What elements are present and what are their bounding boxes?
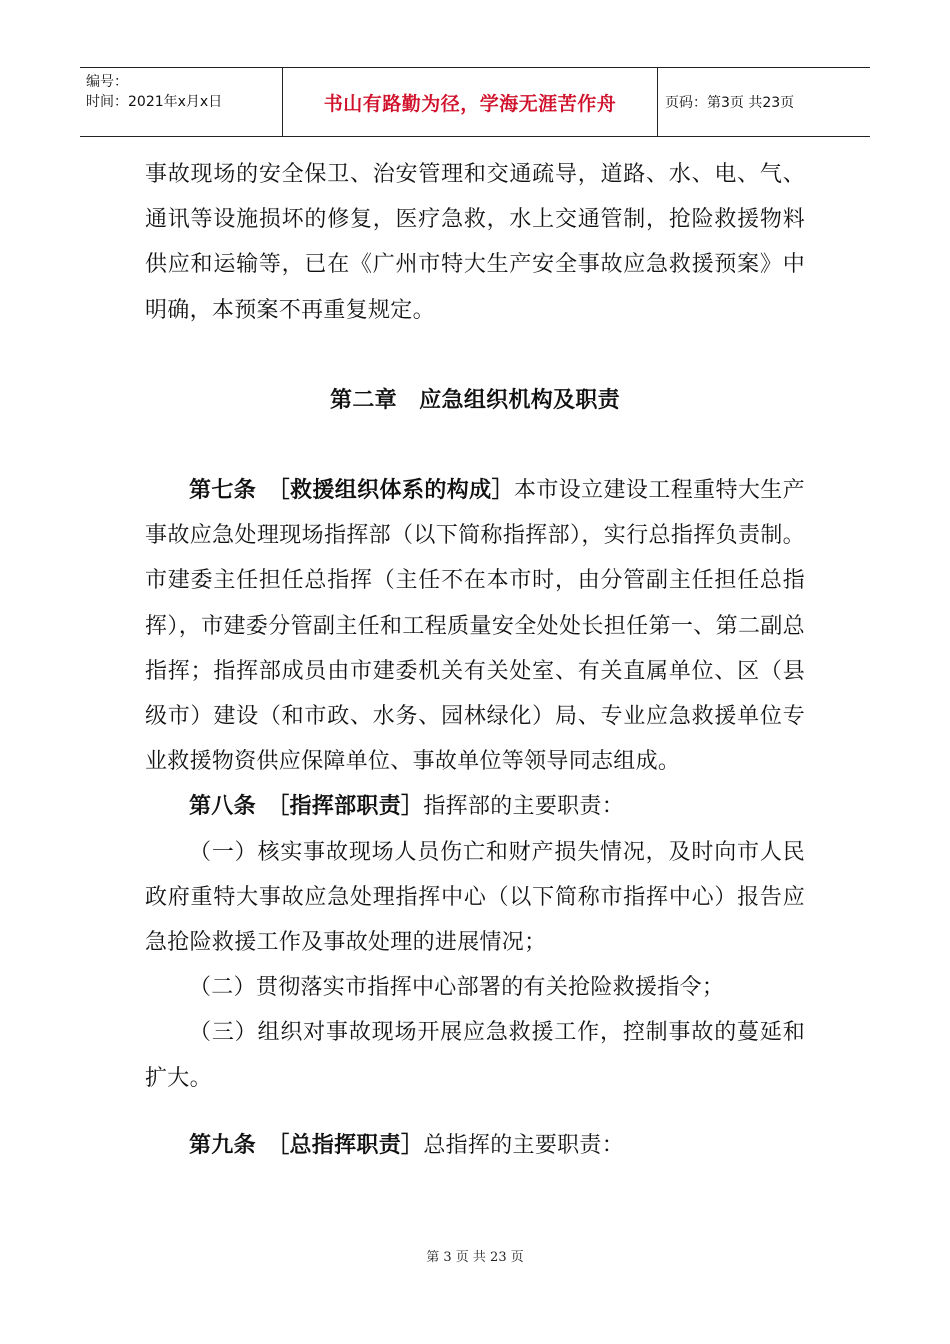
- chapter-title: 第二章 应急组织机构及职责: [330, 387, 620, 413]
- intro-paragraph: 事故现场的安全保卫、治安管理和交通疏导，道路、水、电、气、通讯等设施损坏的修复，医疗急救，水上交通管制，抢险救援物料供应和运输等，已在《广州市特大生产安全事故应急救援预案》中明确，本预案不再重复规定。: [145, 162, 805, 323]
- article-7: [145, 468, 805, 784]
- article-9-body: 总指挥的主要职责：: [423, 1132, 625, 1158]
- article-8-body: 指挥部的主要职责：: [423, 794, 625, 820]
- header-page-info: 页码：第3页 共23页: [665, 95, 795, 111]
- article-8: [145, 784, 805, 829]
- document-body: [145, 152, 805, 1168]
- article-8-item-3: （三）组织对事故现场开展应急救援工作，控制事故的蔓延和扩大。: [145, 1020, 805, 1091]
- time-label: 时间：2021年x月x日: [86, 94, 223, 110]
- article-9: [145, 1123, 805, 1168]
- article-7-body: 本市设立建设工程重特大生产事故应急处理现场指挥部（以下简称指挥部），实行总指挥负责制。市建委主任担任总指挥（主任不在本市时，由分管副主任担任总指挥），市建委分管副主任和工程质量安全处处长担任第一、第二副总指挥；指挥部成员由市建委机关有关处室、有关直属单位、区（县级市）建设（和市政、水务、园林绿化）局、专业应急救援单位专业救援物资供应保障单位、事故单位等领导同志组成。: [145, 478, 805, 775]
- article-8-item-2: （二）贯彻落实市指挥中心部署的有关抢险救援指令；: [189, 975, 725, 1001]
- article-8-item-1: （一）核实事故现场人员伤亡和财产损失情况，及时向市人民政府重特大事故应急处理指挥中心（以下简称市指挥中心）报告应急抢险救援工作及事故处理的进展情况；: [145, 839, 805, 956]
- page-footer: 第 3 页 共 23 页: [426, 1250, 524, 1265]
- article-9-head: 第九条 ［总指挥职责］: [189, 1132, 424, 1158]
- page-header: [80, 67, 870, 137]
- article-8-head: 第八条 ［指挥部职责］: [189, 794, 424, 820]
- number-label: 编号：: [86, 74, 128, 90]
- header-motto: 书山有路勤为径，学海无涯苦作舟: [283, 68, 658, 136]
- article-7-head: 第七条 ［救援组织体系的构成］: [189, 478, 514, 504]
- header-meta: [80, 68, 283, 136]
